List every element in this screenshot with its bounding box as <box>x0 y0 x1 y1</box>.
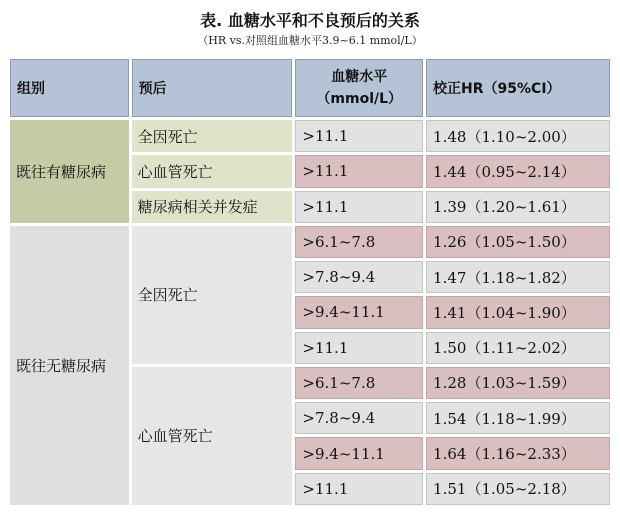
hr-cell: 1.26（1.05~1.50） <box>426 226 610 258</box>
table-row <box>10 120 610 152</box>
outcome-cell: 心血管死亡 <box>132 367 293 505</box>
glucose-cell: >7.8~9.4 <box>295 261 423 293</box>
glucose-cell: >6.1~7.8 <box>295 226 423 258</box>
hr-cell: 1.48（1.10~2.00） <box>426 120 610 152</box>
hr-table <box>7 56 613 508</box>
glucose-cell: >9.4~11.1 <box>295 437 423 469</box>
hr-cell: 1.54（1.18~1.99） <box>426 402 610 434</box>
outcome-cell: 心血管死亡 <box>132 155 293 187</box>
header-glucose-line2: （mmol/L） <box>316 91 403 107</box>
glucose-cell: >11.1 <box>295 155 423 187</box>
outcome-cell: 全因死亡 <box>132 120 293 152</box>
glucose-cell: >9.4~11.1 <box>295 296 423 328</box>
hr-cell: 1.28（1.03~1.59） <box>426 367 610 399</box>
table-title: 表. 血糖水平和不良预后的关系 <box>200 11 420 30</box>
group-with-diabetes: 既往有糖尿病 <box>10 120 129 223</box>
hr-cell: 1.64（1.16~2.33） <box>426 437 610 469</box>
glucose-cell: >11.1 <box>295 332 423 364</box>
hr-cell: 1.51（1.05~2.18） <box>426 473 610 505</box>
outcome-cell: 糖尿病相关并发症 <box>132 191 293 223</box>
glucose-cell: >11.1 <box>295 191 423 223</box>
hr-cell: 1.39（1.20~1.61） <box>426 191 610 223</box>
header-group: 组别 <box>10 59 129 117</box>
glucose-cell: >11.1 <box>295 120 423 152</box>
header-outcome: 预后 <box>132 59 293 117</box>
glucose-cell: >6.1~7.8 <box>295 367 423 399</box>
glucose-cell: >11.1 <box>295 473 423 505</box>
header-glucose-line1: 血糖水平 <box>331 69 388 85</box>
table-row <box>10 226 610 258</box>
table-subtitle: （HR vs.对照组血糖水平3.9~6.1 mmol/L） <box>197 34 423 47</box>
glucose-cell: >7.8~9.4 <box>295 402 423 434</box>
group-without-diabetes: 既往无糖尿病 <box>10 226 129 505</box>
hr-cell: 1.44（0.95~2.14） <box>426 155 610 187</box>
header-row <box>10 59 610 117</box>
hr-cell: 1.47（1.18~1.82） <box>426 261 610 293</box>
hr-cell: 1.50（1.11~2.02） <box>426 332 610 364</box>
header-glucose <box>295 59 423 117</box>
hr-cell: 1.41（1.04~1.90） <box>426 296 610 328</box>
header-hr: 校正HR（95%CI） <box>426 59 610 117</box>
outcome-cell: 全因死亡 <box>132 226 293 364</box>
